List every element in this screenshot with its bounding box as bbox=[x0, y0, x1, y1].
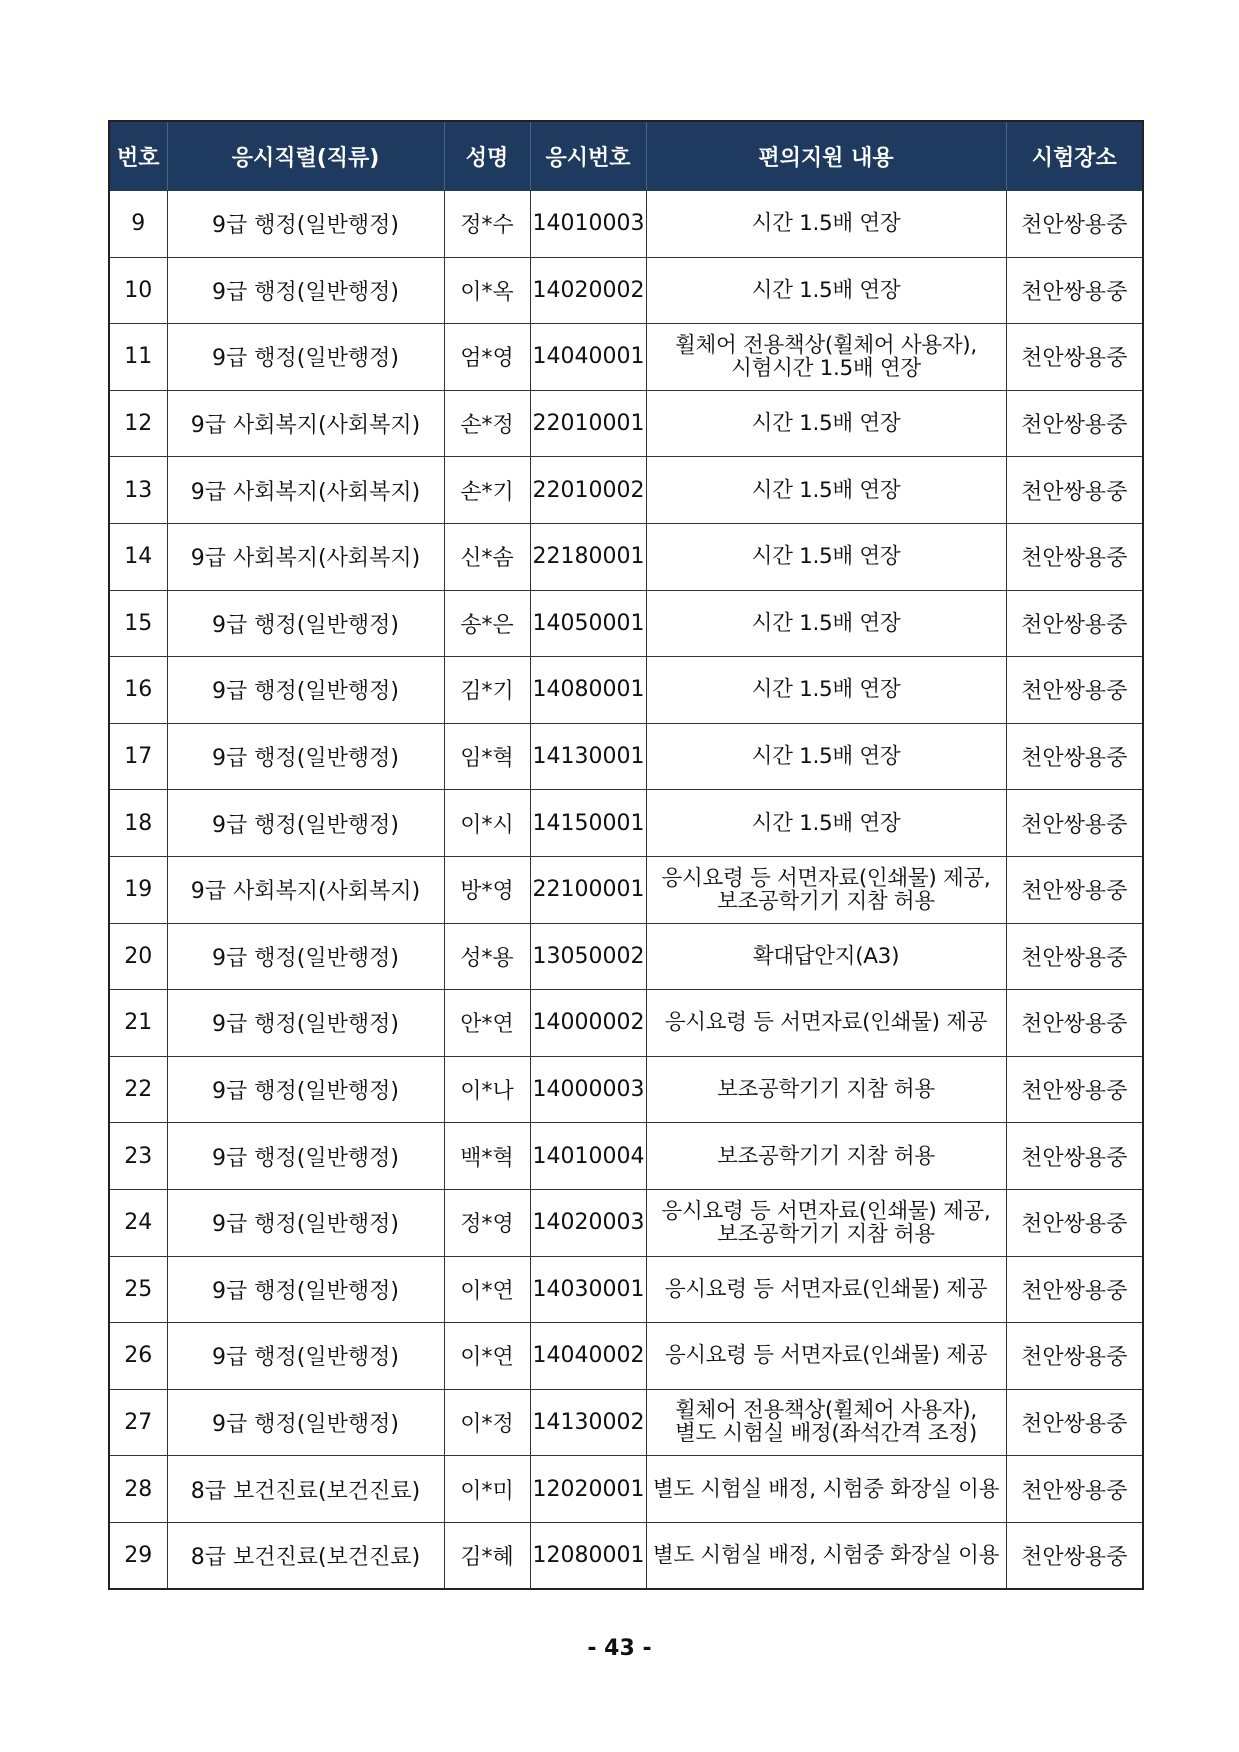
support-line: 시간 1.5배 연장 bbox=[751, 477, 901, 503]
support-line: 보조공학기기 지참 허용 bbox=[717, 1221, 935, 1247]
cell-site: 천안쌍용중 bbox=[1006, 1456, 1143, 1523]
support-line: 시험시간 1.5배 연장 bbox=[731, 355, 921, 381]
cell-name: 정*영 bbox=[444, 1189, 530, 1256]
cell-site: 천안쌍용중 bbox=[1006, 1189, 1143, 1256]
cell-support bbox=[646, 590, 1006, 657]
cell-position: 9급 행정(일반행정) bbox=[167, 990, 444, 1057]
cell-site: 천안쌍용중 bbox=[1006, 457, 1143, 524]
cell-position: 9급 행정(일반행정) bbox=[167, 657, 444, 724]
cell-support bbox=[646, 1456, 1006, 1523]
table-row bbox=[109, 523, 1143, 590]
support-line: 응시요령 등 서면자료(인쇄물) 제공 bbox=[664, 1276, 988, 1302]
table-header bbox=[109, 121, 1143, 191]
cell-position: 9급 사회복지(사회복지) bbox=[167, 457, 444, 524]
cell-support bbox=[646, 1256, 1006, 1323]
cell-name: 정*수 bbox=[444, 191, 530, 258]
cell-support bbox=[646, 1056, 1006, 1123]
cell-exam-number: 14000003 bbox=[530, 1056, 646, 1123]
cell-site: 천안쌍용중 bbox=[1006, 1056, 1143, 1123]
cell-number: 26 bbox=[109, 1323, 167, 1390]
header-number: 번호 bbox=[109, 121, 167, 191]
cell-number: 28 bbox=[109, 1456, 167, 1523]
header-exam-number: 응시번호 bbox=[530, 121, 646, 191]
cell-site: 천안쌍용중 bbox=[1006, 257, 1143, 324]
cell-position: 9급 행정(일반행정) bbox=[167, 1323, 444, 1390]
cell-support bbox=[646, 1123, 1006, 1190]
cell-exam-number: 14010003 bbox=[530, 191, 646, 258]
support-line: 보조공학기기 지참 허용 bbox=[717, 888, 935, 914]
header-row bbox=[109, 121, 1143, 191]
cell-position: 9급 행정(일반행정) bbox=[167, 923, 444, 990]
table-row bbox=[109, 191, 1143, 258]
support-line: 시간 1.5배 연장 bbox=[751, 211, 901, 237]
cell-name: 손*정 bbox=[444, 390, 530, 457]
cell-position: 9급 사회복지(사회복지) bbox=[167, 523, 444, 590]
cell-support bbox=[646, 723, 1006, 790]
cell-name: 엄*영 bbox=[444, 324, 530, 391]
table-row bbox=[109, 1123, 1143, 1190]
table-row bbox=[109, 1522, 1143, 1589]
cell-number: 24 bbox=[109, 1189, 167, 1256]
accommodation-table bbox=[108, 120, 1144, 1590]
support-line: 시간 1.5배 연장 bbox=[751, 744, 901, 770]
cell-name: 방*영 bbox=[444, 856, 530, 923]
cell-name: 이*연 bbox=[444, 1323, 530, 1390]
table-row bbox=[109, 856, 1143, 923]
cell-name: 김*기 bbox=[444, 657, 530, 724]
cell-site: 천안쌍용중 bbox=[1006, 923, 1143, 990]
cell-number: 23 bbox=[109, 1123, 167, 1190]
cell-site: 천안쌍용중 bbox=[1006, 1323, 1143, 1390]
table-row bbox=[109, 923, 1143, 990]
cell-support bbox=[646, 990, 1006, 1057]
cell-position: 9급 행정(일반행정) bbox=[167, 1256, 444, 1323]
support-line: 별도 시험실 배정, 시험중 화장실 이용 bbox=[652, 1543, 1000, 1569]
cell-name: 김*혜 bbox=[444, 1522, 530, 1589]
cell-exam-number: 14050001 bbox=[530, 590, 646, 657]
support-line: 응시요령 등 서면자료(인쇄물) 제공 bbox=[664, 1010, 988, 1036]
cell-support bbox=[646, 390, 1006, 457]
cell-name: 이*옥 bbox=[444, 257, 530, 324]
cell-name: 이*연 bbox=[444, 1256, 530, 1323]
table-row bbox=[109, 1389, 1143, 1456]
cell-number: 22 bbox=[109, 1056, 167, 1123]
cell-position: 8급 보건진료(보건진료) bbox=[167, 1522, 444, 1589]
table-row bbox=[109, 657, 1143, 724]
cell-name: 백*혁 bbox=[444, 1123, 530, 1190]
cell-exam-number: 14010004 bbox=[530, 1123, 646, 1190]
support-line: 별도 시험실 배정, 시험중 화장실 이용 bbox=[652, 1476, 1000, 1502]
cell-support bbox=[646, 657, 1006, 724]
cell-support bbox=[646, 923, 1006, 990]
cell-support bbox=[646, 1323, 1006, 1390]
table-row bbox=[109, 1256, 1143, 1323]
header-site: 시험장소 bbox=[1006, 121, 1143, 191]
cell-position: 9급 행정(일반행정) bbox=[167, 723, 444, 790]
support-line: 시간 1.5배 연장 bbox=[751, 810, 901, 836]
cell-number: 14 bbox=[109, 523, 167, 590]
cell-number: 18 bbox=[109, 790, 167, 857]
cell-number: 13 bbox=[109, 457, 167, 524]
table-row bbox=[109, 390, 1143, 457]
cell-site: 천안쌍용중 bbox=[1006, 1389, 1143, 1456]
support-line: 시간 1.5배 연장 bbox=[751, 411, 901, 437]
table-row bbox=[109, 1056, 1143, 1123]
cell-site: 천안쌍용중 bbox=[1006, 723, 1143, 790]
cell-site: 천안쌍용중 bbox=[1006, 657, 1143, 724]
cell-site: 천안쌍용중 bbox=[1006, 590, 1143, 657]
cell-site: 천안쌍용중 bbox=[1006, 523, 1143, 590]
cell-exam-number: 22180001 bbox=[530, 523, 646, 590]
cell-position: 9급 행정(일반행정) bbox=[167, 1123, 444, 1190]
support-line: 보조공학기기 지참 허용 bbox=[717, 1143, 935, 1169]
cell-name: 이*정 bbox=[444, 1389, 530, 1456]
cell-exam-number: 22010002 bbox=[530, 457, 646, 524]
table-row bbox=[109, 457, 1143, 524]
cell-number: 10 bbox=[109, 257, 167, 324]
cell-support bbox=[646, 1522, 1006, 1589]
support-line: 확대답안지(A3) bbox=[752, 943, 900, 969]
table-row bbox=[109, 257, 1143, 324]
cell-position: 9급 행정(일반행정) bbox=[167, 1389, 444, 1456]
support-line: 응시요령 등 서면자료(인쇄물) 제공, bbox=[661, 1198, 991, 1224]
cell-number: 15 bbox=[109, 590, 167, 657]
cell-site: 천안쌍용중 bbox=[1006, 1123, 1143, 1190]
table-row bbox=[109, 723, 1143, 790]
cell-exam-number: 14000002 bbox=[530, 990, 646, 1057]
cell-exam-number: 14150001 bbox=[530, 790, 646, 857]
cell-number: 12 bbox=[109, 390, 167, 457]
cell-name: 손*기 bbox=[444, 457, 530, 524]
cell-site: 천안쌍용중 bbox=[1006, 324, 1143, 391]
cell-exam-number: 12080001 bbox=[530, 1522, 646, 1589]
cell-position: 9급 사회복지(사회복지) bbox=[167, 390, 444, 457]
cell-name: 송*은 bbox=[444, 590, 530, 657]
cell-support bbox=[646, 324, 1006, 391]
cell-name: 임*혁 bbox=[444, 723, 530, 790]
support-line: 응시요령 등 서면자료(인쇄물) 제공 bbox=[664, 1343, 988, 1369]
page-number: - 43 - bbox=[587, 1636, 652, 1661]
cell-position: 9급 행정(일반행정) bbox=[167, 790, 444, 857]
table-row bbox=[109, 990, 1143, 1057]
cell-exam-number: 13050002 bbox=[530, 923, 646, 990]
support-line: 시간 1.5배 연장 bbox=[751, 677, 901, 703]
cell-position: 9급 행정(일반행정) bbox=[167, 1189, 444, 1256]
support-line: 별도 시험실 배정(좌석간격 조정) bbox=[675, 1421, 977, 1447]
cell-exam-number: 14040001 bbox=[530, 324, 646, 391]
cell-number: 9 bbox=[109, 191, 167, 258]
cell-position: 8급 보건진료(보건진료) bbox=[167, 1456, 444, 1523]
header-position: 응시직렬(직류) bbox=[167, 121, 444, 191]
support-line: 시간 1.5배 연장 bbox=[751, 277, 901, 303]
cell-position: 9급 행정(일반행정) bbox=[167, 191, 444, 258]
cell-exam-number: 22100001 bbox=[530, 856, 646, 923]
cell-name: 이*시 bbox=[444, 790, 530, 857]
support-line: 보조공학기기 지참 허용 bbox=[717, 1077, 935, 1103]
table-row bbox=[109, 1456, 1143, 1523]
cell-support bbox=[646, 1189, 1006, 1256]
cell-exam-number: 14020002 bbox=[530, 257, 646, 324]
cell-support bbox=[646, 457, 1006, 524]
cell-name: 신*솜 bbox=[444, 523, 530, 590]
table-row bbox=[109, 1189, 1143, 1256]
cell-name: 안*연 bbox=[444, 990, 530, 1057]
cell-exam-number: 14040002 bbox=[530, 1323, 646, 1390]
cell-position: 9급 사회복지(사회복지) bbox=[167, 856, 444, 923]
cell-name: 이*나 bbox=[444, 1056, 530, 1123]
cell-support bbox=[646, 191, 1006, 258]
cell-exam-number: 14130001 bbox=[530, 723, 646, 790]
cell-position: 9급 행정(일반행정) bbox=[167, 324, 444, 391]
cell-name: 이*미 bbox=[444, 1456, 530, 1523]
cell-number: 17 bbox=[109, 723, 167, 790]
support-line: 휠체어 전용책상(휠체어 사용자), bbox=[675, 1398, 977, 1424]
cell-position: 9급 행정(일반행정) bbox=[167, 1056, 444, 1123]
support-line: 휠체어 전용책상(휠체어 사용자), bbox=[675, 332, 977, 358]
support-line: 시간 1.5배 연장 bbox=[751, 610, 901, 636]
header-name: 성명 bbox=[444, 121, 530, 191]
cell-number: 20 bbox=[109, 923, 167, 990]
cell-position: 9급 행정(일반행정) bbox=[167, 257, 444, 324]
cell-number: 25 bbox=[109, 1256, 167, 1323]
cell-exam-number: 14020003 bbox=[530, 1189, 646, 1256]
cell-name: 성*용 bbox=[444, 923, 530, 990]
cell-exam-number: 12020001 bbox=[530, 1456, 646, 1523]
cell-site: 천안쌍용중 bbox=[1006, 990, 1143, 1057]
cell-number: 19 bbox=[109, 856, 167, 923]
cell-support bbox=[646, 1389, 1006, 1456]
support-line: 응시요령 등 서면자료(인쇄물) 제공, bbox=[661, 865, 991, 891]
table-row bbox=[109, 1323, 1143, 1390]
cell-number: 21 bbox=[109, 990, 167, 1057]
cell-exam-number: 22010001 bbox=[530, 390, 646, 457]
cell-site: 천안쌍용중 bbox=[1006, 790, 1143, 857]
cell-support bbox=[646, 790, 1006, 857]
cell-number: 16 bbox=[109, 657, 167, 724]
cell-support bbox=[646, 523, 1006, 590]
cell-site: 천안쌍용중 bbox=[1006, 390, 1143, 457]
cell-support bbox=[646, 257, 1006, 324]
cell-position: 9급 행정(일반행정) bbox=[167, 590, 444, 657]
cell-number: 27 bbox=[109, 1389, 167, 1456]
cell-site: 천안쌍용중 bbox=[1006, 856, 1143, 923]
cell-exam-number: 14080001 bbox=[530, 657, 646, 724]
cell-site: 천안쌍용중 bbox=[1006, 1256, 1143, 1323]
cell-number: 29 bbox=[109, 1522, 167, 1589]
table-row bbox=[109, 590, 1143, 657]
cell-exam-number: 14030001 bbox=[530, 1256, 646, 1323]
table-row bbox=[109, 324, 1143, 391]
cell-exam-number: 14130002 bbox=[530, 1389, 646, 1456]
cell-site: 천안쌍용중 bbox=[1006, 1522, 1143, 1589]
header-support: 편의지원 내용 bbox=[646, 121, 1006, 191]
cell-support bbox=[646, 856, 1006, 923]
support-line: 시간 1.5배 연장 bbox=[751, 544, 901, 570]
table-body bbox=[109, 191, 1143, 1590]
cell-number: 11 bbox=[109, 324, 167, 391]
table-row bbox=[109, 790, 1143, 857]
cell-site: 천안쌍용중 bbox=[1006, 191, 1143, 258]
